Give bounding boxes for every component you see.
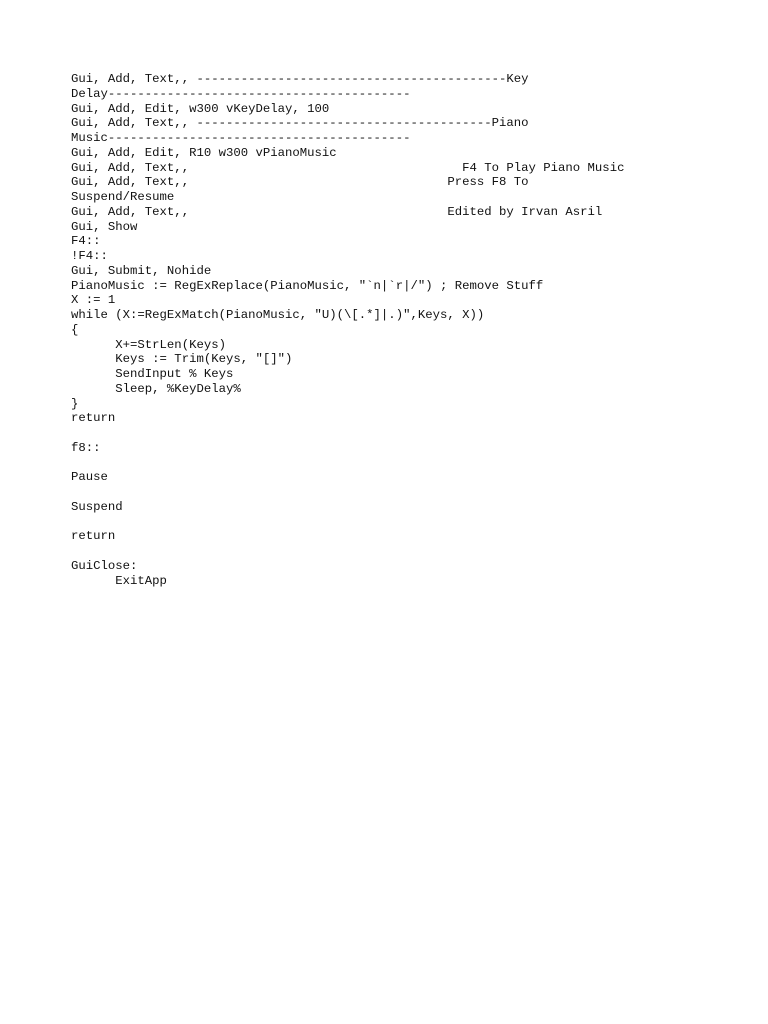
code-line	[71, 544, 731, 559]
code-line: Keys := Trim(Keys, "[]")	[71, 352, 293, 367]
code-document	[71, 72, 731, 588]
code-line: Gui, Add, Edit, R10 w300 vPianoMusic	[71, 145, 337, 160]
code-line: Suspend	[71, 499, 123, 514]
code-line	[71, 456, 731, 471]
code-line: Gui, Add, Text,, F4 To Play Piano Music	[71, 160, 625, 175]
code-line: return	[71, 529, 116, 544]
code-line: while (X:=RegExMatch(PianoMusic, "U)(\[.*]|.)",Keys, X))	[71, 308, 485, 322]
code-line: Gui, Submit, Nohide	[71, 263, 212, 278]
code-line	[71, 515, 731, 530]
code-line: return	[71, 411, 116, 426]
code-line	[71, 426, 731, 441]
code-line	[71, 485, 731, 500]
code-line: GuiClose:	[71, 558, 138, 573]
code-line: Delay-----------------------------------------	[71, 86, 411, 101]
code-line: Music-----------------------------------------	[71, 131, 411, 145]
code-line: F4::	[71, 234, 101, 249]
code-line: {	[71, 322, 79, 337]
code-line: }	[71, 396, 79, 411]
code-line: ExitApp	[71, 573, 167, 588]
code-line: Gui, Add, Text,, ----------------------------------------Piano	[71, 116, 529, 131]
code-line: Gui, Add, Edit, w300 vKeyDelay, 100	[71, 101, 330, 116]
code-line: Gui, Add, Text,, Press F8 To	[71, 175, 529, 190]
code-line: f8::	[71, 440, 101, 455]
code-line: Gui, Add, Text,, ------------------------------------------Key	[71, 72, 529, 86]
code-line: X+=StrLen(Keys)	[71, 337, 226, 352]
code-line: Gui, Show	[71, 219, 138, 234]
code-line: Suspend/Resume	[71, 190, 175, 204]
code-line: Gui, Add, Text,, Edited by Irvan Asril	[71, 204, 603, 219]
code-line: Sleep, %KeyDelay%	[71, 381, 241, 396]
code-line: SendInput % Keys	[71, 367, 234, 381]
code-line: !F4::	[71, 249, 108, 263]
code-line: X := 1	[71, 293, 116, 308]
code-line: Pause	[71, 470, 108, 485]
code-line: PianoMusic := RegExReplace(PianoMusic, "`n|`r|/") ; Remove Stuff	[71, 278, 544, 293]
